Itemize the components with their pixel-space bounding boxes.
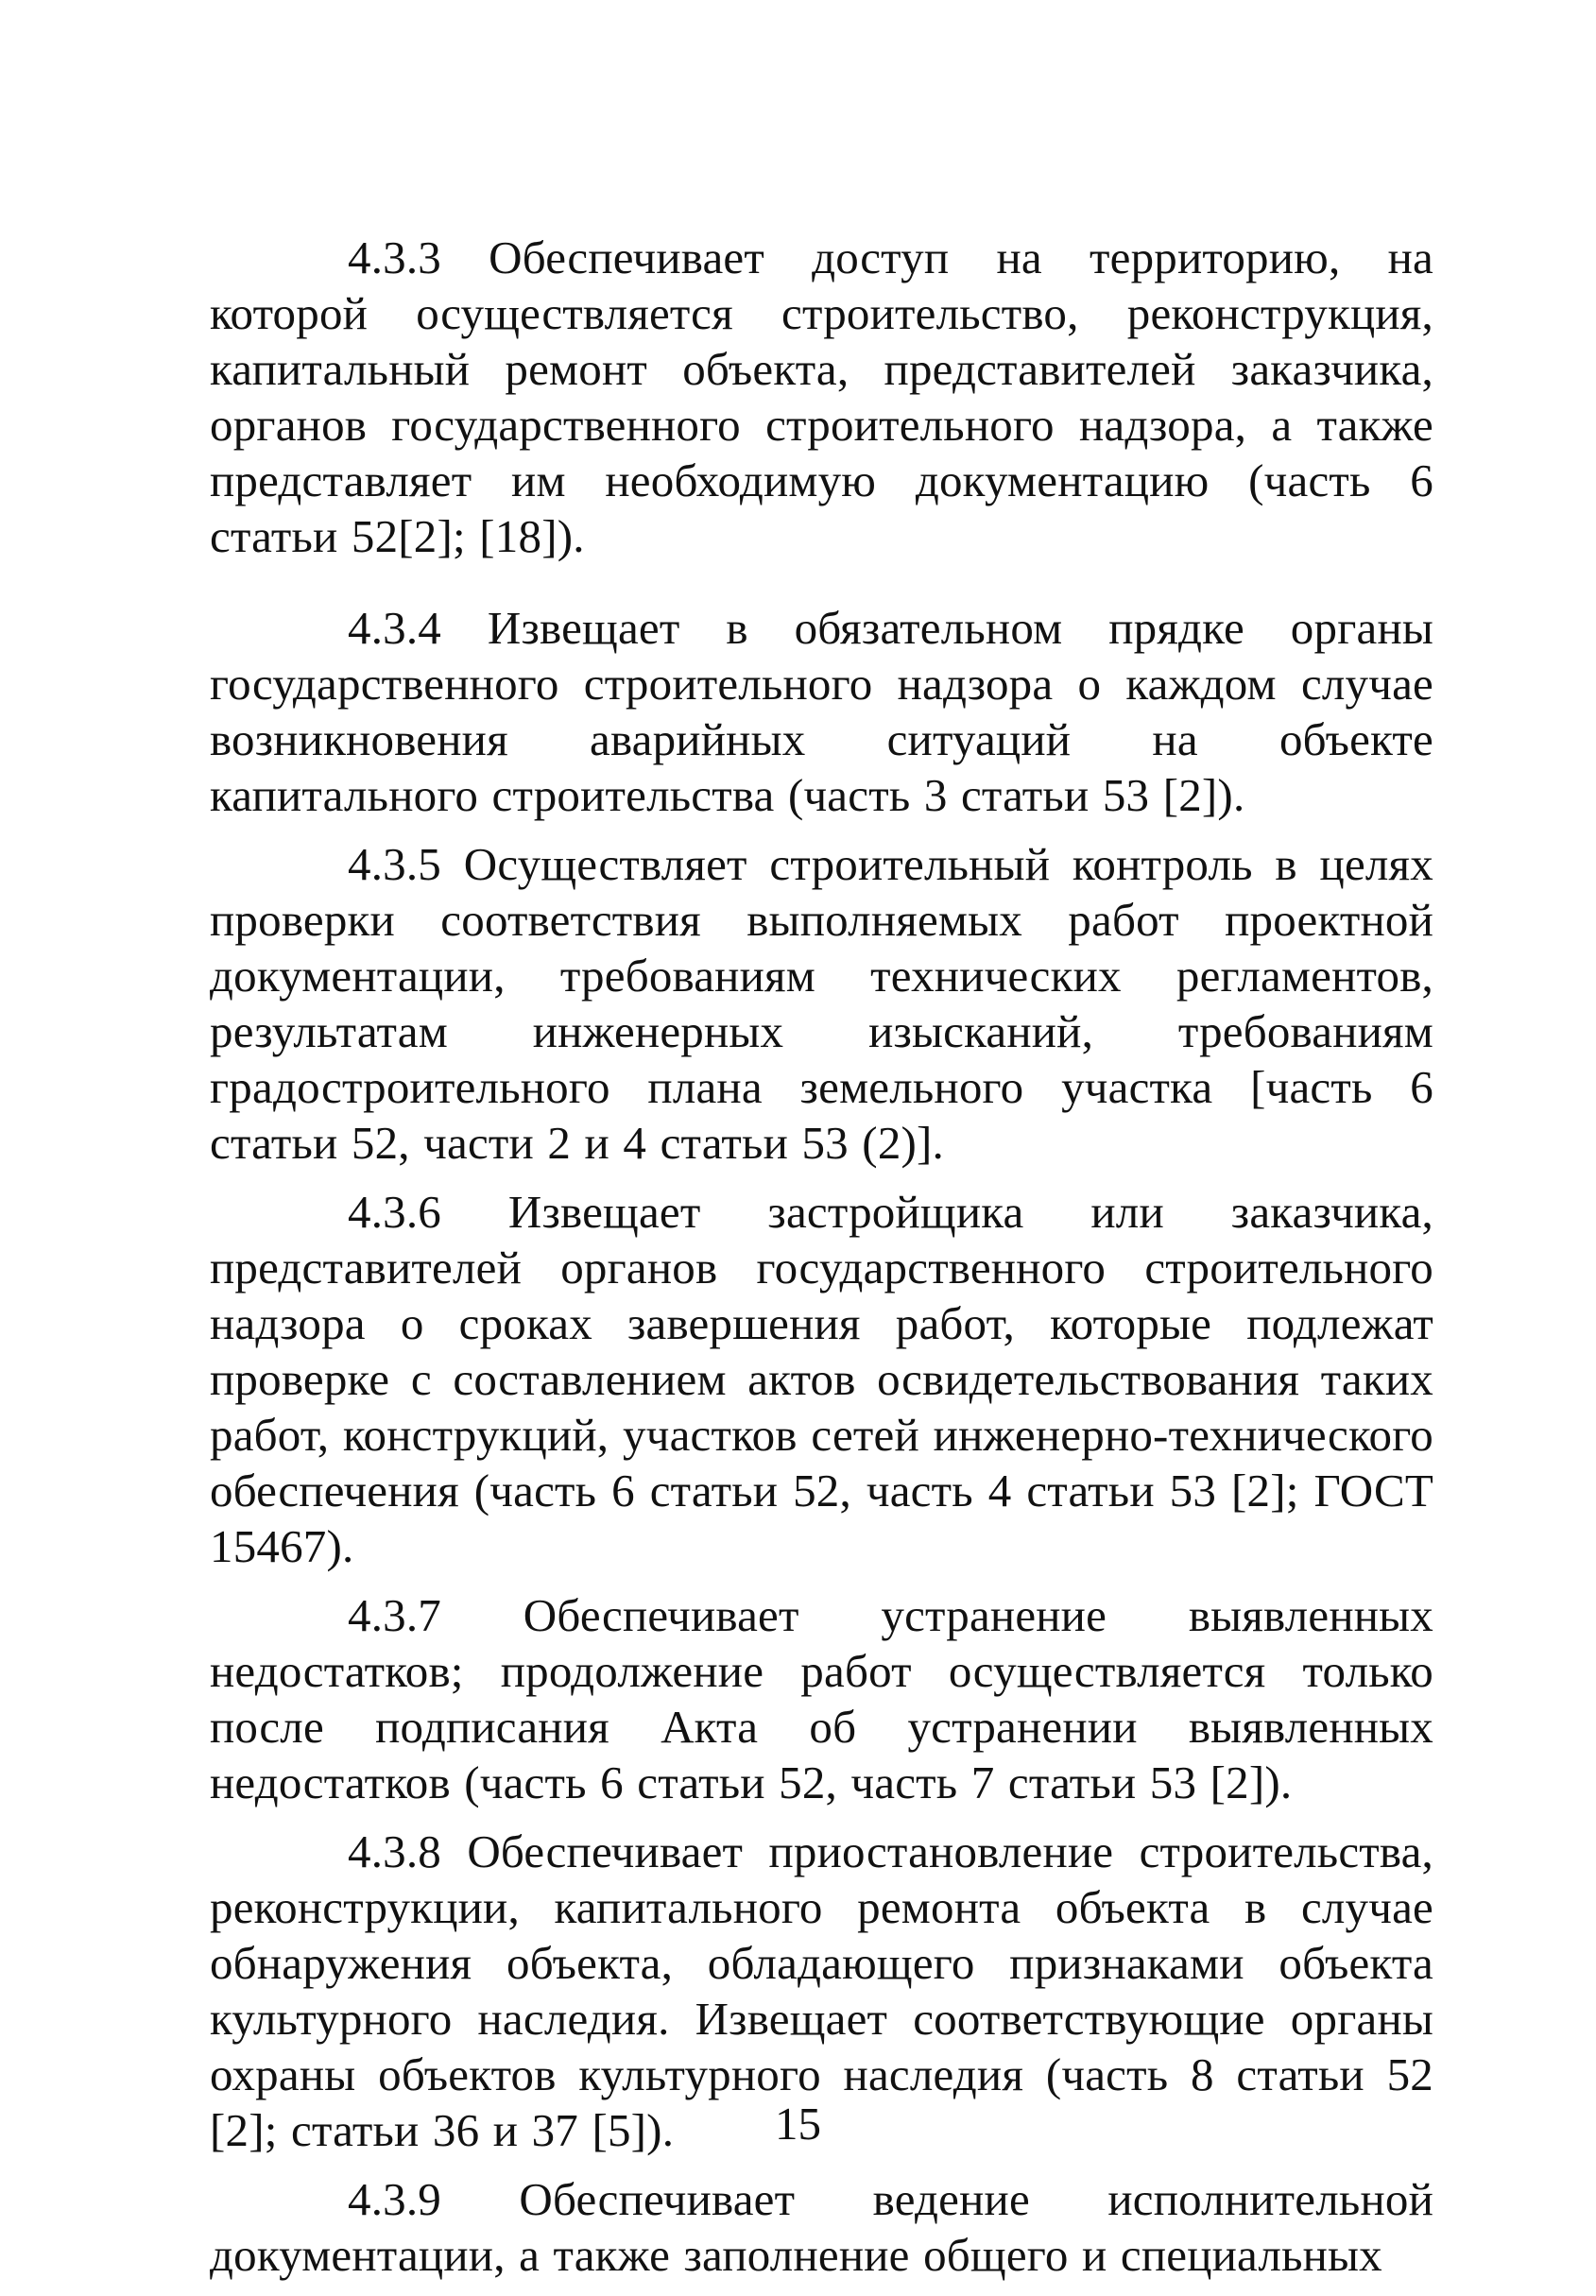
paragraph-4-3-5: 4.3.5 Осуществляет строительный контроль в целях проверки соответствия выполняемых работ проектной документации, требованиям технических регламентов, результатам инженерных изысканий, требованиям градостроительного плана земельного участка [часть 6 статьи 52, части 2 и 4 статьи 53 (2)]. [210, 838, 1433, 1169]
body-text [210, 230, 1433, 2296]
paragraph-4-3-9: 4.3.9 Обеспечивает ведение исполнительной документации, а также заполнение общего и специальных [210, 2173, 1433, 2281]
paragraph-4-3-3: 4.3.3 Обеспечивает доступ на территорию, на которой осуществляется строительство, реконструкция, капитальный ремонт объекта, представителей заказчика, органов государственного строительного надзора, а также представляет им необходимую документацию (часть 6 статьи 52[2]; [18]). [210, 231, 1433, 562]
paragraph-4-3-6: 4.3.6 Извещает застройщика или заказчика, представителей органов государственного строительного надзора о сроках завершения работ, которые подлежат проверке с составлением актов освидетельствования таких работ, конструкций, участков сетей инженерно-технического обеспечения (часть 6 статьи 52, часть 4 статьи 53 [2]; ГОСТ 15467). [210, 1186, 1433, 1572]
paragraph-4-3-8: 4.3.8 Обеспечивает приостановление строительства, реконструкции, капитального ремонта объекта в случае обнаружения объекта, обладающего признаками объекта культурного наследия. Извещает соответствующие органы охраны объектов культурного наследия (часть 8 статьи 52 [2]; статьи 36 и 37 [5]). [210, 1825, 1433, 2156]
page-number: 15 [775, 2098, 821, 2150]
paragraph-4-3-4: 4.3.4 Извещает в обязательном прядке органы государственного строительного надзора о каждом случае возникновения аварийных ситуаций на объекте капитального строительства (часть 3 статьи 53 [2]). [210, 602, 1433, 821]
paragraph-4-3-7: 4.3.7 Обеспечивает устранение выявленных недостатков; продолжение работ осуществляется только после подписания Акта об устранении выявленных недостатков (часть 6 статьи 52, часть 7 статьи 53 [2]). [210, 1589, 1433, 1808]
